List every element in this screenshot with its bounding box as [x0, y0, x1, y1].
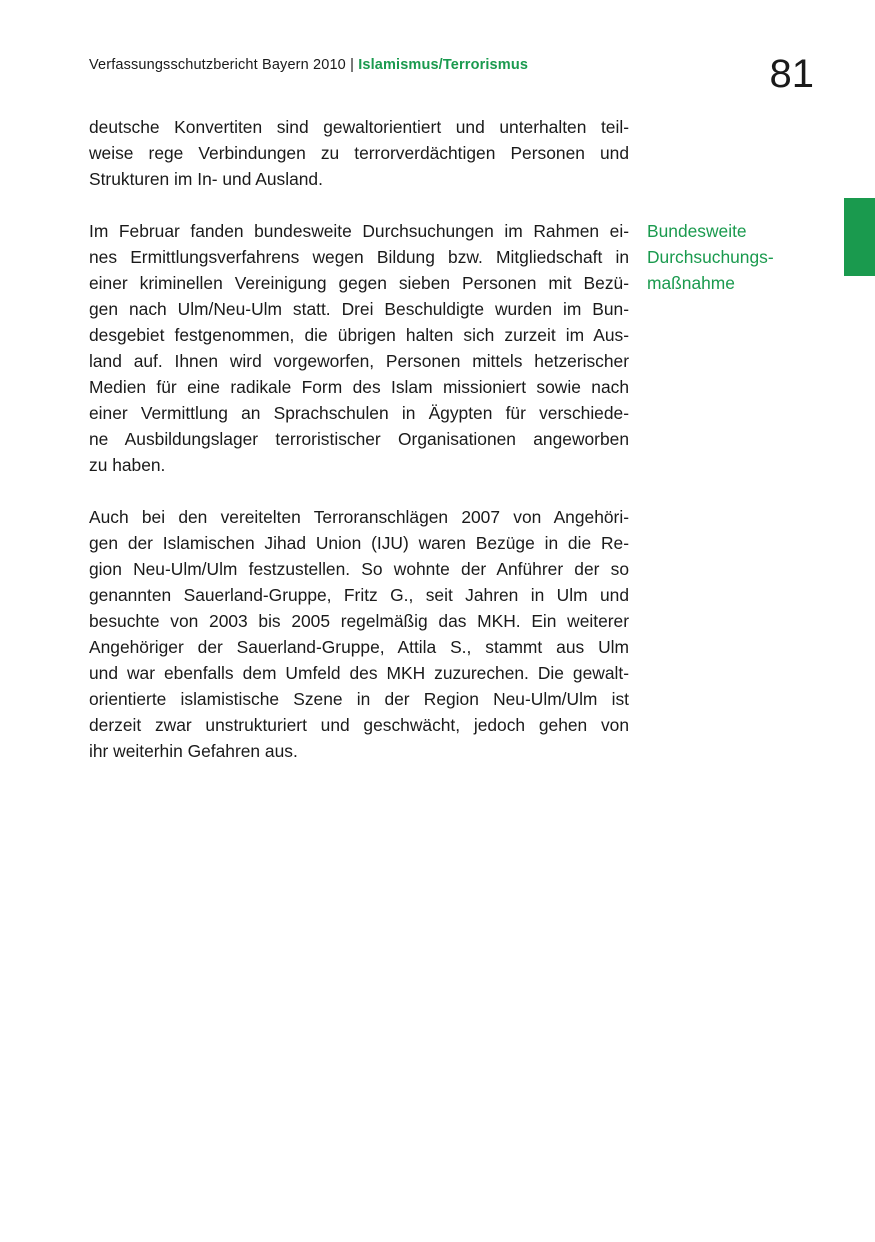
- section-title: Islamismus/Terrorismus: [358, 57, 529, 73]
- text-line: Angehöriger der Sauerland-Gruppe, Attila S., stammt aus Ulm: [89, 637, 629, 657]
- text-line: gion Neu-Ulm/Ulm festzustellen. So wohnte der Anführer der so: [89, 559, 629, 579]
- main-text-column: [89, 114, 629, 790]
- text-line: genannten Sauerland-Gruppe, Fritz G., seit Jahren in Ulm und: [89, 585, 629, 605]
- text-line: Im Februar fanden bundesweite Durchsuchungen im Rahmen ei-: [89, 221, 629, 241]
- text-line: weise rege Verbindungen zu terrorverdächtigen Personen und: [89, 143, 629, 163]
- paragraph-2: [89, 218, 629, 478]
- text-line: einer Vermittlung an Sprachschulen in Ägypten für verschiede-: [89, 403, 629, 423]
- text-line: besuchte von 2003 bis 2005 regelmäßig das MKH. Ein weiterer: [89, 611, 629, 631]
- text-line: zu haben.: [89, 455, 166, 475]
- text-line: gen nach Ulm/Neu-Ulm statt. Drei Beschuldigte wurden im Bun-: [89, 299, 629, 319]
- text-line: deutsche Konvertiten sind gewaltorientiert und unterhalten teil-: [89, 117, 629, 137]
- text-line: gen der Islamischen Jihad Union (IJU) waren Bezüge in die Re-: [89, 533, 629, 553]
- text-line: nes Ermittlungsverfahrens wegen Bildung bzw. Mitgliedschaft in: [89, 247, 629, 267]
- text-line: land auf. Ihnen wird vorgeworfen, Personen mittels hetzerischer: [89, 351, 629, 371]
- text-line: ihr weiterhin Gefahren aus.: [89, 741, 298, 761]
- text-line: ne Ausbildungslager terroristischer Organisationen angeworben: [89, 429, 629, 449]
- text-line: und war ebenfalls dem Umfeld des MKH zuzurechen. Die gewalt-: [89, 663, 629, 683]
- margin-note: [647, 218, 827, 296]
- text-line: einer kriminellen Vereinigung gegen sieben Personen mit Bezü-: [89, 273, 629, 293]
- page-number: 81: [769, 52, 814, 96]
- paragraph-1: [89, 114, 629, 192]
- text-line: orientierte islamistische Szene in der Region Neu-Ulm/Ulm ist: [89, 689, 629, 709]
- chapter-tab-marker: [844, 198, 875, 276]
- running-header: [89, 57, 528, 73]
- text-line: Strukturen im In- und Ausland.: [89, 169, 323, 189]
- margin-note-line: maßnahme: [647, 273, 735, 293]
- margin-note-line: Durchsuchungs-: [647, 247, 774, 267]
- paragraph-3: [89, 504, 629, 764]
- text-line: desgebiet festgenommen, die übrigen halten sich zurzeit im Aus-: [89, 325, 629, 345]
- text-line: Medien für eine radikale Form des Islam missioniert sowie nach: [89, 377, 629, 397]
- text-line: Auch bei den vereitelten Terroranschlägen 2007 von Angehöri-: [89, 507, 629, 527]
- text-line: derzeit zwar unstrukturiert und geschwächt, jedoch gehen von: [89, 715, 629, 735]
- margin-note-line: Bundesweite: [647, 221, 747, 241]
- report-title: Verfassungsschutzbericht Bayern 2010: [89, 57, 346, 73]
- header-separator: |: [350, 57, 354, 73]
